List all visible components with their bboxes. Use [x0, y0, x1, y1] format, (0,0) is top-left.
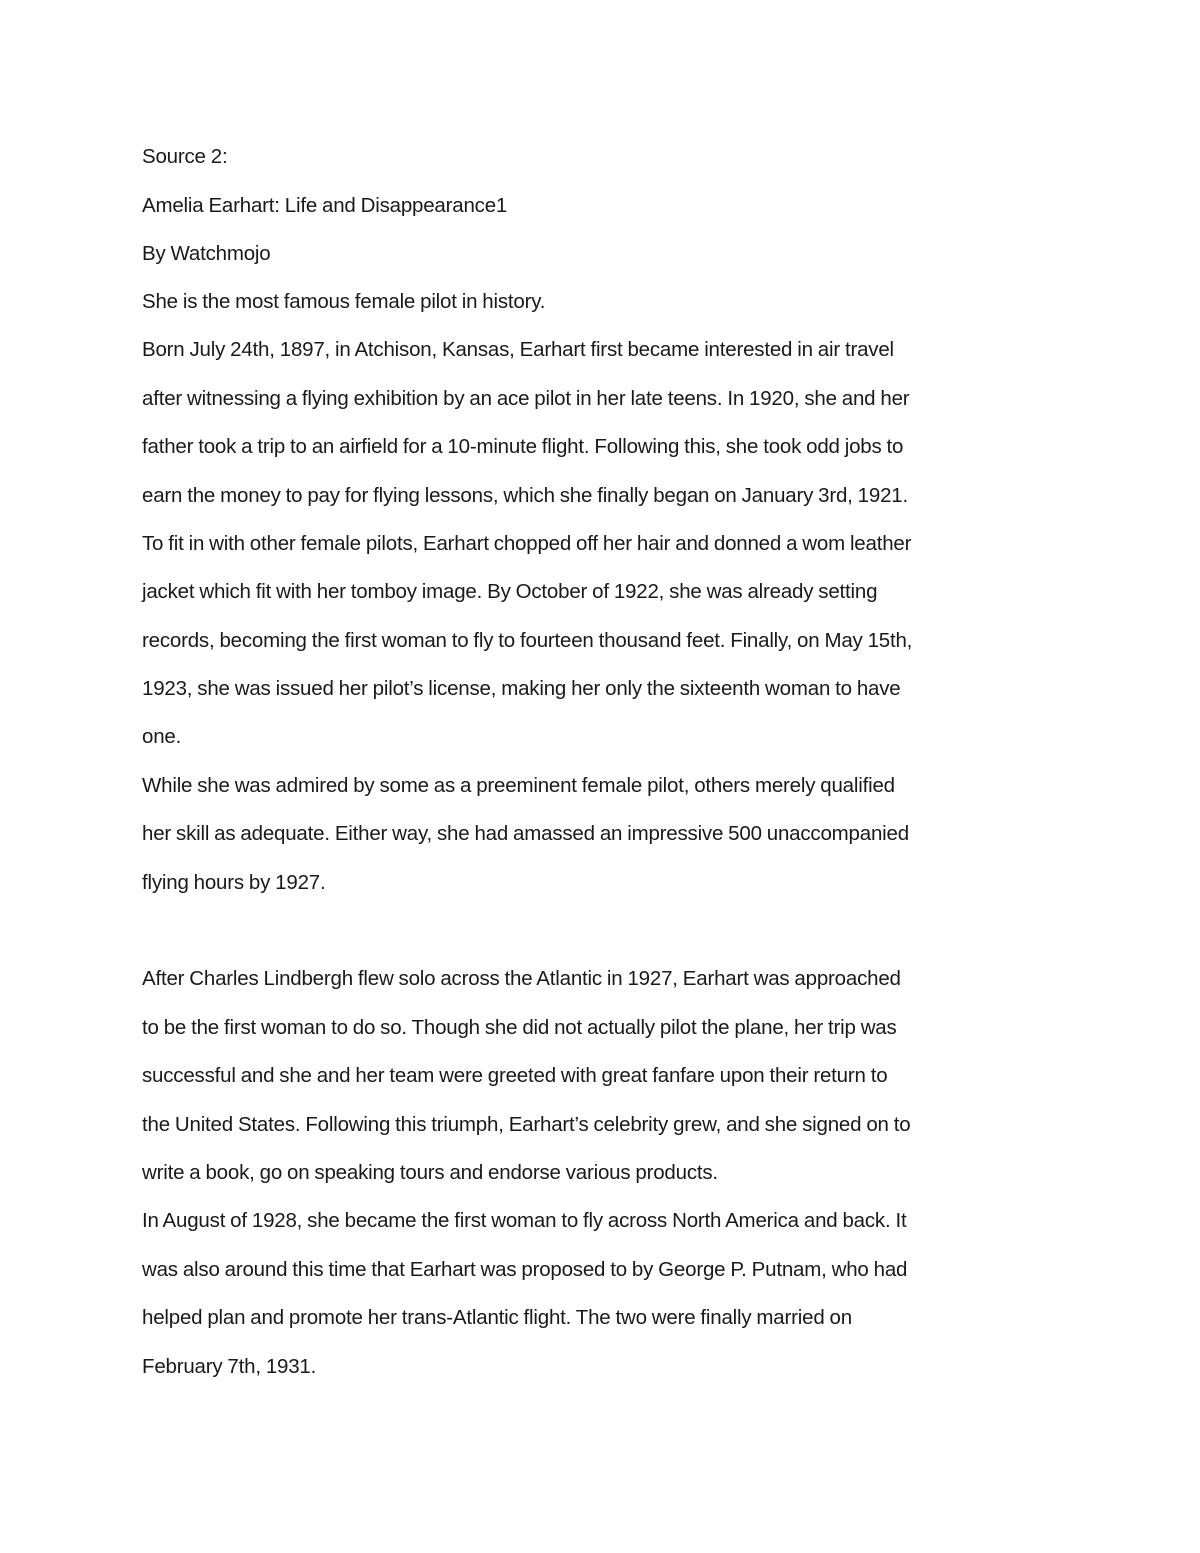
text-line: February 7th, 1931.	[142, 1355, 317, 1378]
byline: By Watchmojo	[142, 242, 271, 265]
text-line: 1923, she was issued her pilot’s license, making her only the sixteenth woman to have	[142, 677, 901, 700]
text-line: In August of 1928, she became the first woman to fly across North America and back. It	[142, 1209, 907, 1232]
text-line: her skill as adequate. Either way, she had amassed an impressive 500 unaccompanied	[142, 822, 909, 845]
text-line: records, becoming the first woman to fly to fourteen thousand feet. Finally, on May 15th,	[142, 629, 913, 652]
text-line: jacket which fit with her tomboy image. By October of 1922, she was already setting	[142, 580, 878, 603]
text-line: to be the first woman to do so. Though she did not actually pilot the plane, her trip was	[142, 1016, 897, 1039]
text-line: To fit in with other female pilots, Earhart chopped off her hair and donned a wom leather	[142, 532, 912, 555]
source-label: Source 2:	[142, 145, 228, 168]
text-line: successful and she and her team were greeted with great fanfare upon their return to	[142, 1064, 888, 1087]
intro-line: She is the most famous female pilot in history.	[142, 290, 546, 313]
text-line: After Charles Lindbergh flew solo across the Atlantic in 1927, Earhart was approached	[142, 967, 901, 990]
text-line: the United States. Following this triumph, Earhart’s celebrity grew, and she signed on to	[142, 1113, 911, 1136]
text-line: flying hours by 1927.	[142, 871, 326, 894]
document-title: Amelia Earhart: Life and Disappearance1	[142, 194, 508, 217]
text-line: earn the money to pay for flying lessons, which she finally began on January 3rd, 1921.	[142, 484, 908, 507]
text-line: write a book, go on speaking tours and endorse various products.	[142, 1161, 718, 1184]
text-line: father took a trip to an airfield for a 10-minute flight. Following this, she took odd jobs to	[142, 435, 904, 458]
text-line: after witnessing a flying exhibition by an ace pilot in her late teens. In 1920, she and her	[142, 387, 910, 410]
text-line: While she was admired by some as a preeminent female pilot, others merely qualified	[142, 774, 895, 797]
text-line: Born July 24th, 1897, in Atchison, Kansas, Earhart first became interested in air travel	[142, 338, 894, 361]
text-line: helped plan and promote her trans-Atlantic flight. The two were finally married on	[142, 1306, 852, 1329]
text-line: was also around this time that Earhart was proposed to by George P. Putnam, who had	[142, 1258, 908, 1281]
text-line: one.	[142, 725, 182, 748]
